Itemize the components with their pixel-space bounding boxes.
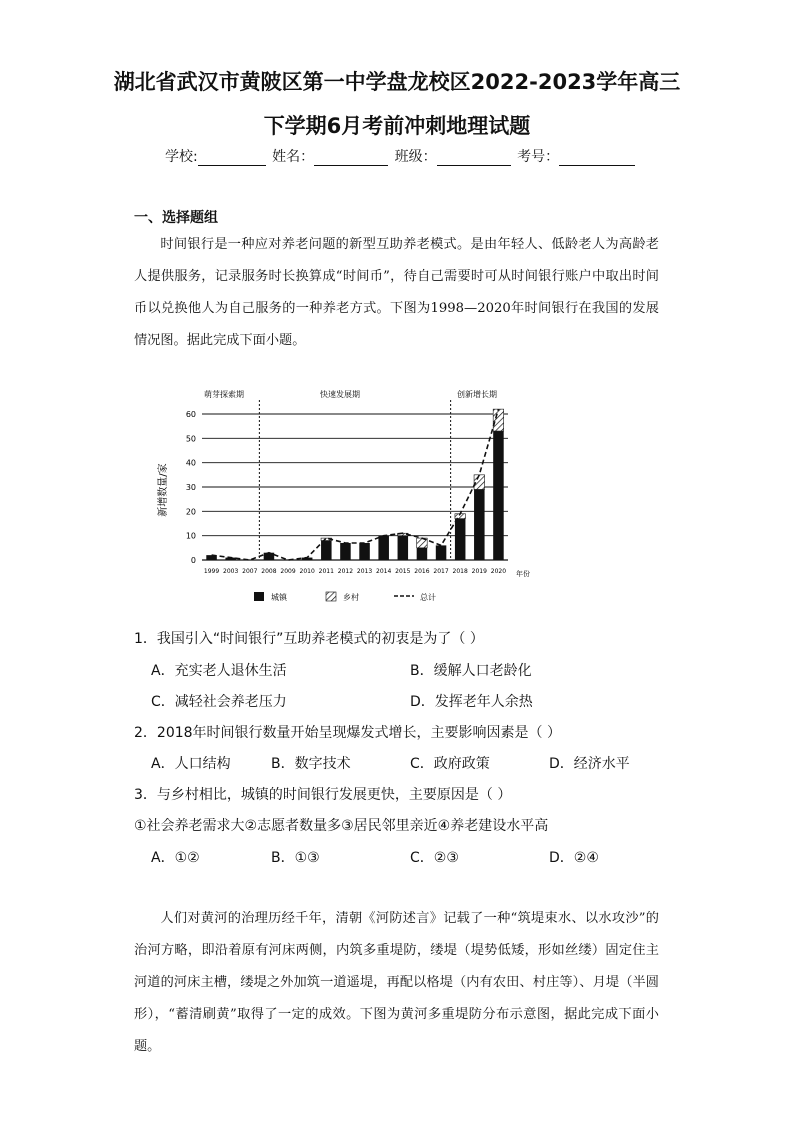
x-tick-label-2003: 2003 <box>223 568 239 575</box>
bar-urban-2008 <box>264 553 275 560</box>
q1-option-a[interactable]: A．充实老人退休生活 <box>151 663 287 679</box>
q1-option-d[interactable]: D．发挥老年人余热 <box>410 694 533 710</box>
bar-urban-2017 <box>436 545 447 560</box>
question-2-stem: 2．2018年时间银行数量开始呈现爆发式增长，主要影响因素是（ ） <box>134 725 561 741</box>
q3-option-a[interactable]: A．①② <box>151 850 200 866</box>
x-tick-label-2013: 2013 <box>356 568 373 575</box>
x-tick-label-1999: 1999 <box>203 568 220 575</box>
q1-option-c[interactable]: C．减轻社会养老压力 <box>151 694 287 710</box>
bar-urban-2016 <box>417 548 428 560</box>
question-1-stem: 1．我国引入“时间银行”互助养老模式的初衷是为了（ ） <box>134 631 484 647</box>
q2-option-d[interactable]: D．经济水平 <box>549 756 630 772</box>
number-label: 考号： <box>517 149 560 165</box>
q3-option-b[interactable]: B．①③ <box>271 850 320 866</box>
legend-label-urban: 城镇 <box>271 593 287 602</box>
x-tick-label-2020: 2020 <box>490 568 507 575</box>
school-blank[interactable] <box>198 151 266 166</box>
number-blank[interactable] <box>559 151 635 166</box>
q2-option-a[interactable]: A．人口结构 <box>151 756 231 772</box>
phase-label-2: 快速发展期 <box>320 390 360 399</box>
intro-paragraph-1: 时间银行是一种应对养老问题的新型互助养老模式。是由年轻人、低龄老人为高龄老人提供服务，记录服务时长换算成“时间币”，待自己需要时可从时间银行账户中取出时间币以兑换他人为自己服务的一种养老方式。下图为1998—2020年时间银行在我国的发展情况图。据此完成下面小题。 <box>134 237 659 348</box>
q3-option-d[interactable]: D．②④ <box>549 850 599 866</box>
title-line-1: 湖北省武汉市黄陂区第一中学盘龙校区2022-2023学年高三 <box>113 70 681 94</box>
y-tick-label-60: 60 <box>185 410 196 419</box>
section-heading: 一、选择题组 <box>134 210 218 226</box>
title-line-2: 下学期6月考前冲刺地理试题 <box>263 114 531 138</box>
phase-label-1: 萌芽探索期 <box>204 390 244 399</box>
y-tick-label-10: 10 <box>185 531 196 541</box>
bar-urban-2015 <box>398 536 409 560</box>
q2-option-c[interactable]: C．政府政策 <box>410 756 490 772</box>
question-3-stem: 3．与乡村相比，城镇的时间银行发展更快，主要原因是（ ） <box>134 787 512 803</box>
x-tick-label-2015: 2015 <box>395 568 411 575</box>
class-blank[interactable] <box>437 151 511 166</box>
bar-rural-2020 <box>493 409 504 431</box>
x-tick-label-2008: 2008 <box>261 568 277 575</box>
legend-swatch-rural <box>326 592 336 601</box>
x-tick-label-2011: 2011 <box>318 568 334 575</box>
y-axis-label: 新增数量/家 <box>158 463 169 517</box>
bar-urban-2018 <box>455 519 466 560</box>
time-bank-chart <box>150 380 550 610</box>
y-tick-label-30: 30 <box>185 483 196 492</box>
x-tick-label-2016: 2016 <box>414 568 430 575</box>
phase-label-3: 创新增长期 <box>457 390 497 399</box>
class-label: 班级： <box>394 149 437 165</box>
x-tick-label-2014: 2014 <box>376 568 392 575</box>
x-tick-label-2010: 2010 <box>299 568 315 575</box>
x-tick-label-2009: 2009 <box>280 568 296 575</box>
legend <box>254 592 436 602</box>
question-3-statements: ①社会养老需求大②志愿者数量多③居民邻里亲近④养老建设水平高 <box>134 818 549 834</box>
x-tick-label-2012: 2012 <box>337 568 354 575</box>
bar-urban-2011 <box>321 541 332 560</box>
legend-label-total: 总计 <box>420 593 436 602</box>
y-tick-label-50: 50 <box>185 434 196 444</box>
x-axis-label: 年份 <box>516 570 530 578</box>
student-info-row <box>165 146 637 166</box>
bar-rural-2019 <box>474 475 485 490</box>
y-tick-label-40: 40 <box>185 458 196 468</box>
legend-label-rural: 乡村 <box>343 593 359 602</box>
q1-option-b[interactable]: B．缓解人口老龄化 <box>410 663 532 679</box>
x-tick-label-2007: 2007 <box>242 568 258 575</box>
y-tick-label-20: 20 <box>185 507 196 517</box>
x-tick-label-2018: 2018 <box>452 568 468 575</box>
bar-urban-2019 <box>474 489 485 560</box>
x-tick-label-2019: 2019 <box>471 568 487 575</box>
q3-option-c[interactable]: C．②③ <box>410 850 459 866</box>
intro-paragraph-2: 人们对黄河的治理历经千年，清朝《河防述言》记载了一种“筑堤束水、以水攻沙”的治河方略，即沿着原有河床两侧，内筑多重堤防，缕堤（堤势低矮，形如丝缕）固定住主河道的河床主槽，缕堤之外加筑一道遥堤，再配以格堤（内有农田、村庄等）、月堤（半圆形），“蓄清刷黄”取得了一定的成效。下图为黄河多重堤防分布示意图，据此完成下面小题。 <box>134 911 659 1054</box>
q2-option-b[interactable]: B．数字技术 <box>271 756 351 772</box>
legend-swatch-urban <box>254 592 264 601</box>
bar-urban-2012 <box>340 543 351 560</box>
bar-urban-2020 <box>493 431 504 560</box>
y-tick-label-0: 0 <box>190 556 196 565</box>
name-label: 姓名： <box>272 149 315 165</box>
name-blank[interactable] <box>314 151 388 166</box>
bar-urban-2013 <box>359 543 370 560</box>
x-tick-label-2017: 2017 <box>433 568 449 575</box>
school-label: 学校: <box>165 149 198 165</box>
bar-urban-2014 <box>378 536 389 560</box>
